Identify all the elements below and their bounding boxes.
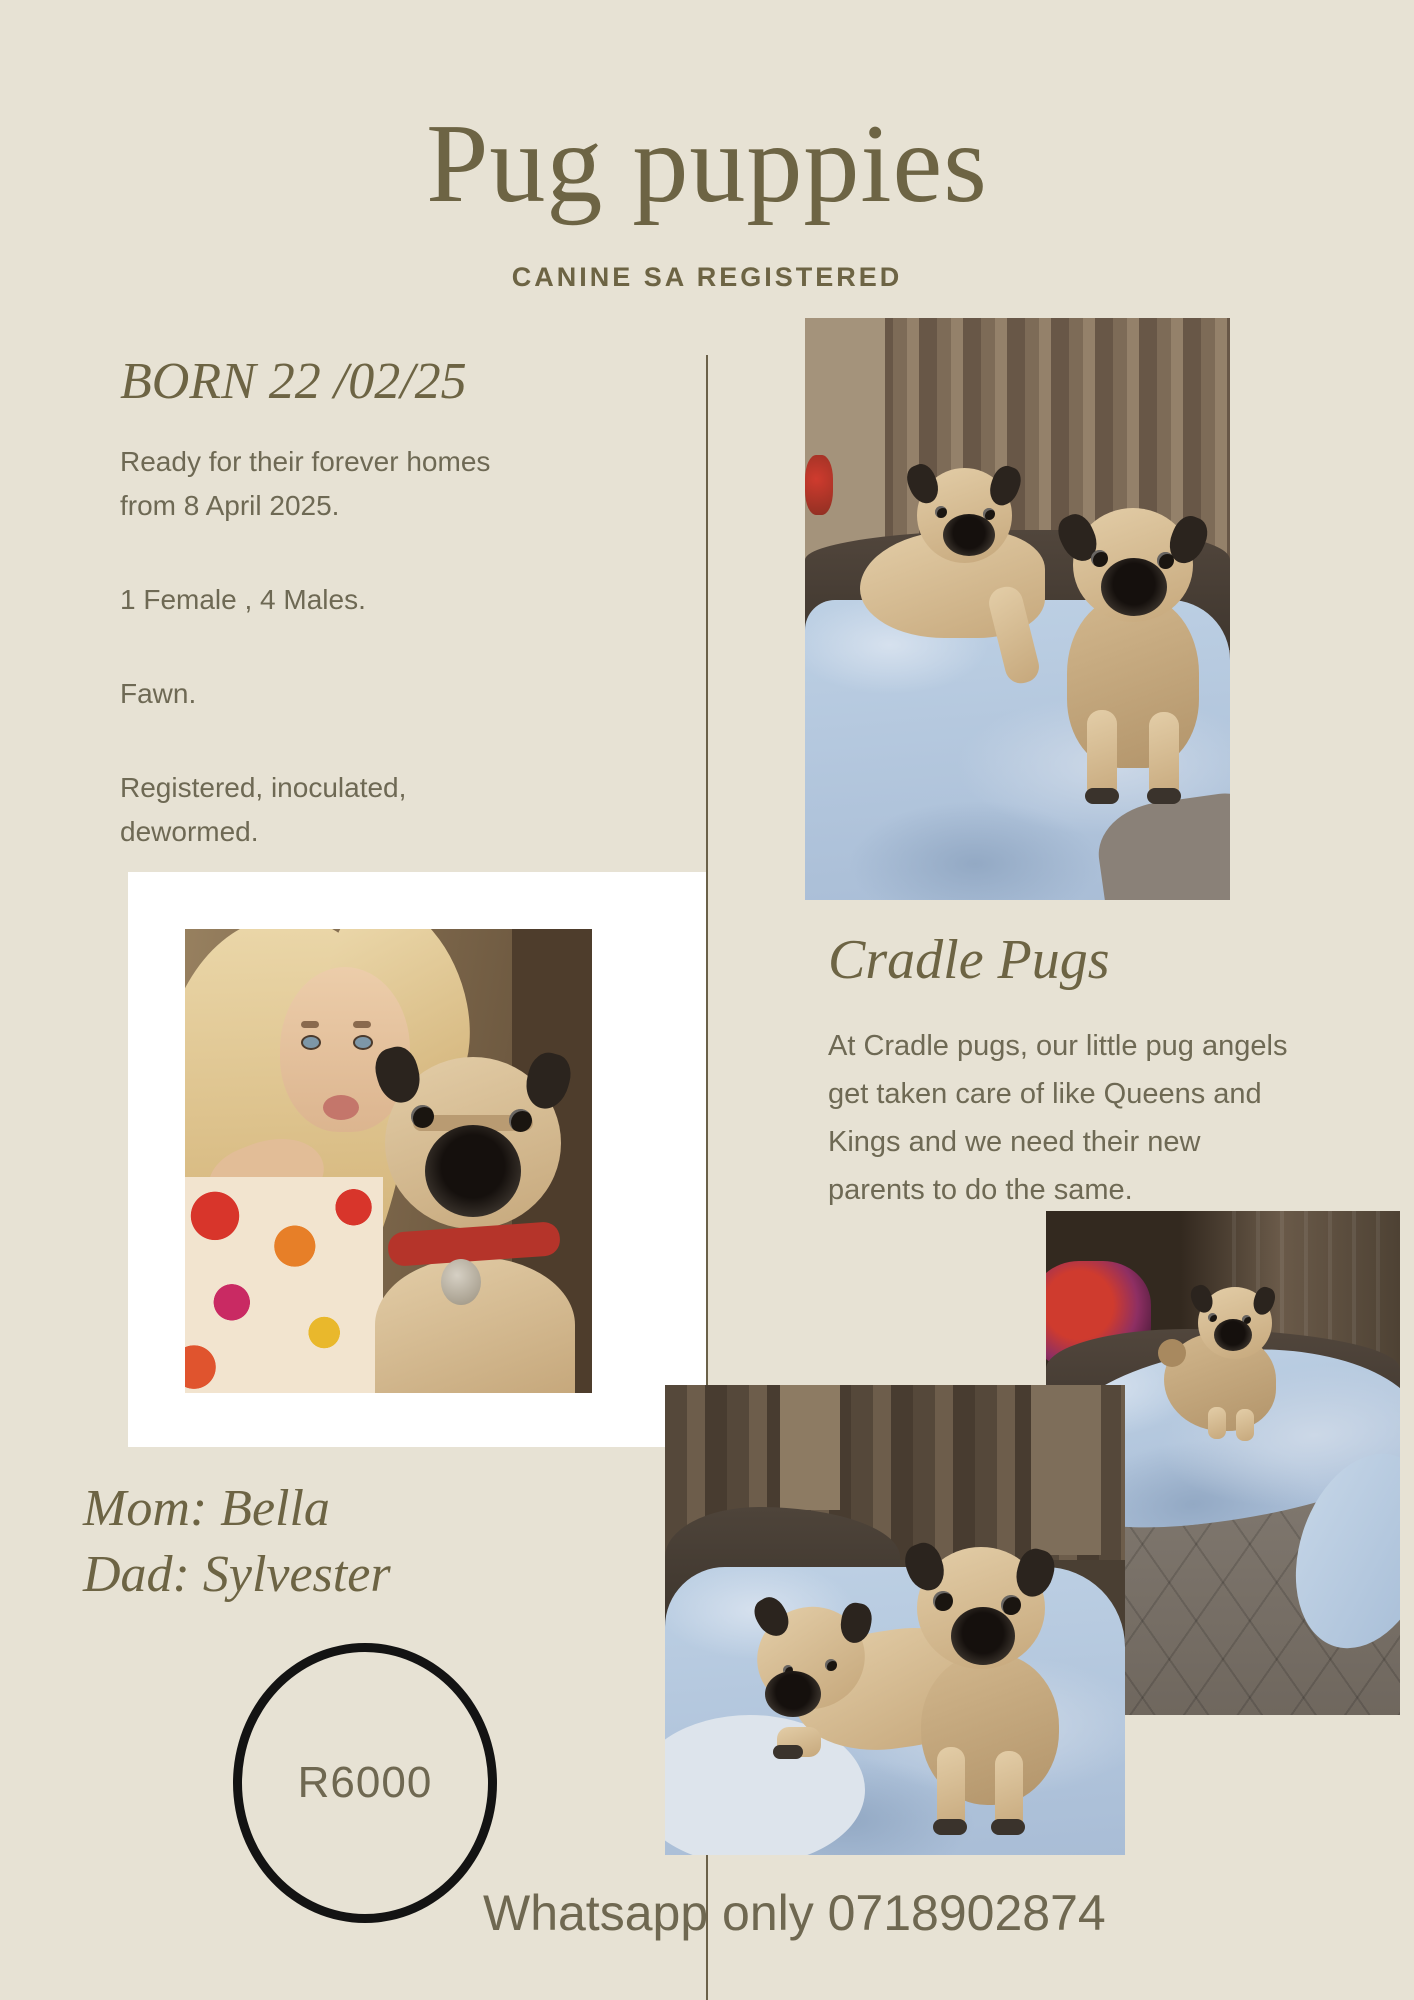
collar-tag <box>441 1259 481 1305</box>
red-pillow <box>805 455 833 515</box>
born-date-heading: BORN 22 /02/25 <box>120 353 467 410</box>
wall-gap <box>780 1385 840 1510</box>
coat-color-text: Fawn. <box>120 678 197 709</box>
mom-name: Mom: Bella <box>83 1480 330 1537</box>
health-text: Registered, inoculated, dewormed. <box>120 772 407 847</box>
pug-paw <box>1085 788 1119 804</box>
floral-blouse <box>185 1177 383 1393</box>
eye <box>303 1037 319 1048</box>
dad-name: Dad: Sylvester <box>83 1546 391 1603</box>
pug-muzzle <box>943 514 995 556</box>
mom-with-owner-photo <box>185 929 592 1393</box>
pug-paw <box>773 1745 803 1759</box>
pug-paw <box>1147 788 1181 804</box>
price-circle <box>233 1643 497 1923</box>
breeder-description: At Cradle pugs, our little pug angels get taken care of like Queens and Kings and we need their new parents to do the same. <box>828 1030 1288 1206</box>
page-subtitle: CANINE SA REGISTERED <box>511 262 903 292</box>
page-title: Pug puppies <box>426 102 988 226</box>
curtain-panel <box>1031 1385 1101 1555</box>
pug-muzzle <box>425 1125 521 1217</box>
photo-frame <box>128 872 706 1447</box>
lips <box>323 1095 359 1120</box>
pug-muzzle <box>1214 1319 1252 1351</box>
pug-front-leg <box>1236 1409 1254 1441</box>
parents-block <box>83 1476 391 1608</box>
two-puppies-closeup-photo <box>665 1385 1125 1855</box>
litter-text: 1 Female , 4 Males. <box>120 584 366 615</box>
pug-eye <box>509 1109 532 1132</box>
pug-muzzle <box>1101 558 1167 616</box>
eye <box>355 1037 371 1048</box>
pug-muzzle <box>951 1607 1015 1665</box>
breeder-name-heading: Cradle Pugs <box>828 929 1110 991</box>
pug-eye <box>411 1105 434 1128</box>
eyebrow <box>301 1021 319 1028</box>
pug-eye <box>825 1659 837 1671</box>
pug-eye <box>935 506 947 518</box>
pug-paw <box>991 1819 1025 1835</box>
eyebrow <box>353 1021 371 1028</box>
whatsapp-contact: Whatsapp only 0718902874 <box>483 1885 1106 1941</box>
pug-tail-curl <box>1158 1339 1186 1367</box>
pug-eye <box>1091 550 1108 567</box>
two-puppies-photo <box>805 318 1230 900</box>
ready-date-text: Ready for their forever homes from 8 April 2025. <box>120 446 491 521</box>
pug-eye <box>933 1591 953 1611</box>
pug-front-leg <box>1208 1407 1226 1439</box>
price-label: R6000 <box>297 1758 433 1807</box>
pug-eye <box>1157 552 1174 569</box>
pug-paw <box>933 1819 967 1835</box>
pug-muzzle <box>765 1671 821 1717</box>
pug-eye <box>1001 1595 1021 1615</box>
pug-eye <box>1208 1313 1217 1322</box>
